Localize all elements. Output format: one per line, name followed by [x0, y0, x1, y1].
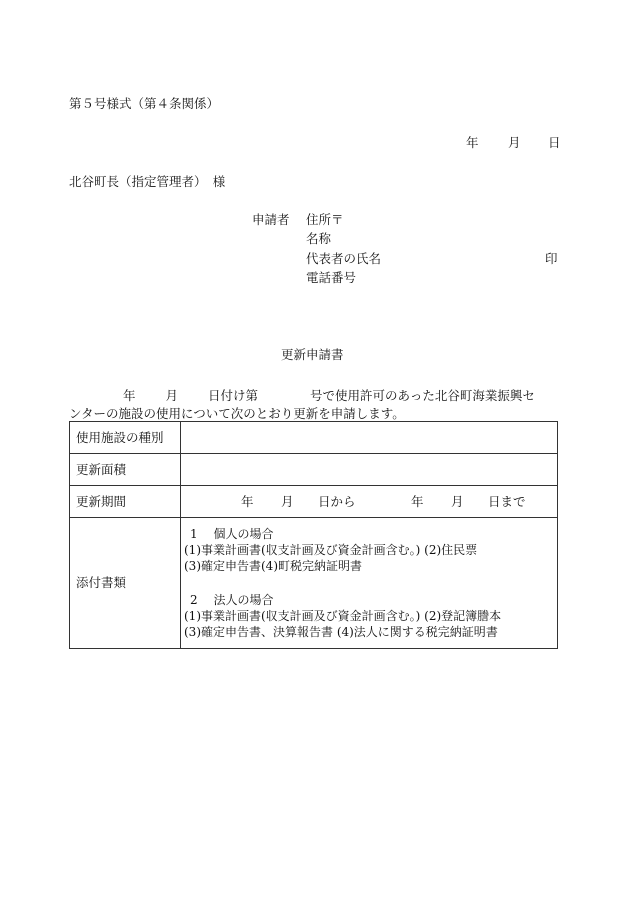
- attachments-individual-1: (1)事業計画書(収支計画及び資金計画含む。) (2)住民票: [184, 543, 478, 557]
- body-dated-no: 日付け第: [208, 388, 259, 403]
- recipient: 北谷町長（指定管理者） 様: [69, 174, 226, 189]
- period-value: [181, 486, 558, 518]
- attachments-corporate-1: (1)事業計画書(収支計画及び資金計画含む。) (2)登記簿謄本: [184, 609, 502, 623]
- attachments-corporate-2: (3)確定申告書、決算報告書 (4)法人に関する税完納証明書: [184, 625, 498, 639]
- table-row: [70, 422, 558, 454]
- period-year-1: 年: [241, 493, 254, 509]
- applicant-phone: 電話番号: [306, 270, 357, 285]
- document-title: 更新申請書: [281, 347, 344, 362]
- facility-type-label: 使用施設の種別: [70, 422, 181, 454]
- period-label: 更新期間: [70, 486, 181, 518]
- attachments-corporate-head: 2 法人の場合: [190, 593, 274, 607]
- area-label: 更新面積: [70, 454, 181, 486]
- area-value: [181, 454, 558, 486]
- date-day: 日: [548, 135, 561, 150]
- table-row: [70, 518, 558, 649]
- body-text: [69, 387, 565, 423]
- table-row: [70, 486, 558, 518]
- table-row: [70, 454, 558, 486]
- applicant-name: 名称: [306, 231, 332, 246]
- form-number: 第５号様式（第４条関係）: [69, 96, 220, 111]
- period-year-2: 年: [411, 493, 424, 509]
- date-year: 年: [466, 135, 479, 150]
- attachments-individual-2: (3)確定申告書(4)町税完納証明書: [184, 559, 362, 573]
- applicant-representative: 代表者の氏名: [306, 251, 382, 266]
- attachments-spacer: [184, 574, 557, 592]
- seal-mark: 印: [545, 251, 558, 266]
- period-from: 日から: [318, 493, 356, 509]
- body-rest-line1: 号で使用許可のあった北谷町海業振興セ: [310, 388, 535, 403]
- facility-type-value: [181, 422, 558, 454]
- applicant-label: 申請者: [252, 212, 290, 227]
- application-table: [69, 421, 558, 649]
- body-line2: ンターの施設の使用について次のとおり更新を申請します。: [69, 406, 405, 421]
- date-month: 月: [508, 135, 521, 150]
- applicant-address: 住所〒: [306, 212, 344, 227]
- body-year: 年: [123, 388, 136, 403]
- period-month-2: 月: [451, 493, 464, 509]
- attachments-individual-head: 1 個人の場合: [190, 527, 274, 541]
- period-until: 日まで: [488, 493, 526, 509]
- period-month-1: 月: [281, 493, 294, 509]
- attachments-value: [181, 518, 558, 649]
- attachments-label: 添付書類: [70, 518, 181, 649]
- date-line: [466, 135, 561, 151]
- body-month: 月: [165, 388, 179, 403]
